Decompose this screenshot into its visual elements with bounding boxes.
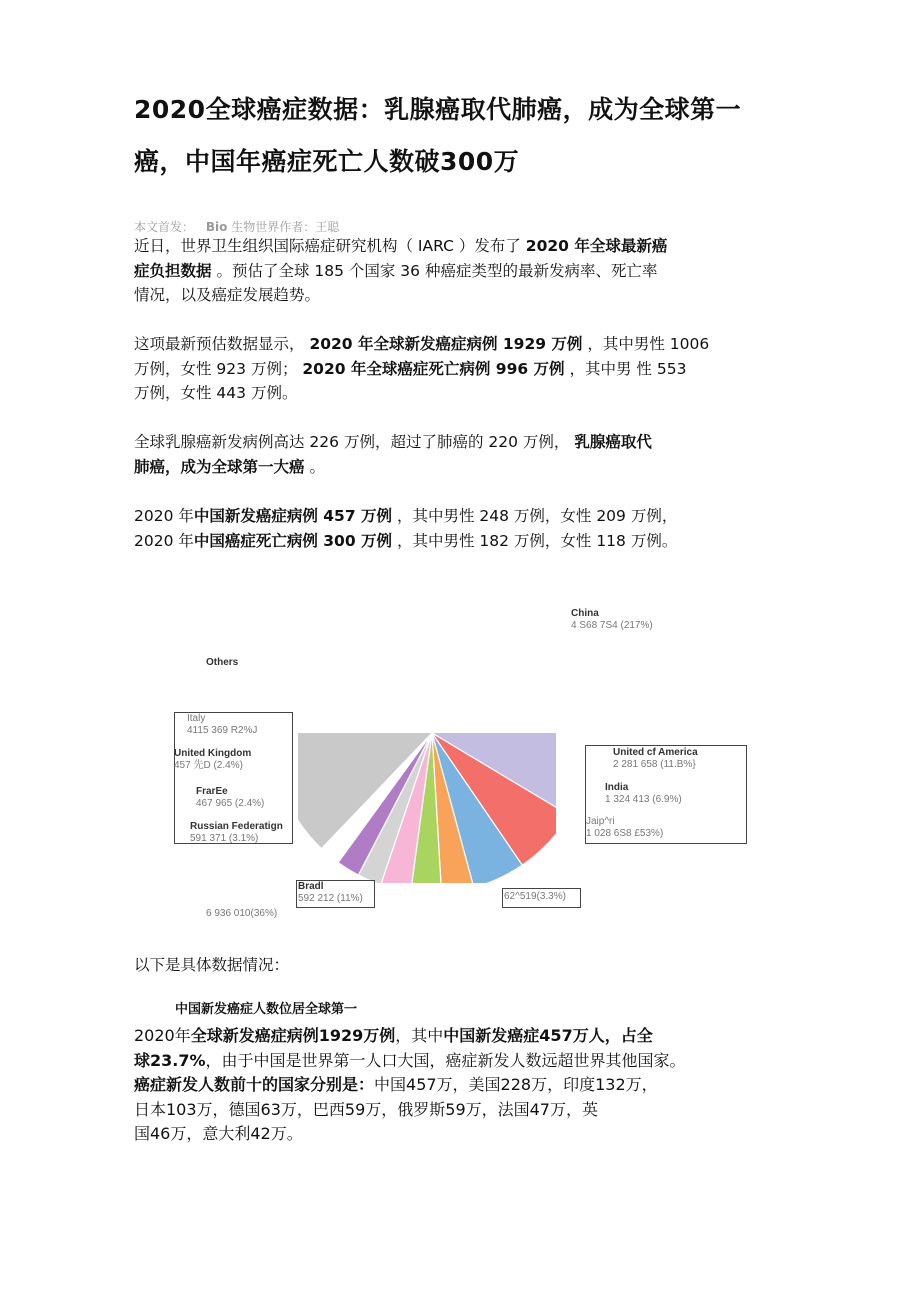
p4-text: 2020 年 (134, 507, 194, 525)
slice-value: 467 965 (2.4%) (196, 798, 265, 809)
p4-text: ，其中男性 182 万例，女性 118 万例。 (392, 531, 678, 550)
slice-label: Italy (187, 713, 206, 724)
slice-value: 62^519(3.3%) (504, 891, 566, 902)
p5-highlight: 癌症新发人数前十的国家分别是： (134, 1075, 375, 1094)
slice-value: 1 324 413 (6.9%) (605, 794, 682, 805)
p2-text: 这项最新预估数据显示， (134, 335, 310, 353)
p5-text: ，由于中国是世界第一人口大国，癌症新发人数远超世界其他国家。 (205, 1050, 686, 1070)
chart-label-brazil (298, 881, 363, 905)
p5-text: 2020年 (134, 1026, 191, 1045)
p3-highlight: 乳腺癌取代 (574, 433, 652, 451)
slice-value: 4115 369 R2%J (187, 725, 258, 736)
p4-text: ，其中男性 248 万例，女性 209 万例， (392, 507, 678, 525)
p5-text: ，其中 (395, 1026, 444, 1045)
slice-label: United Kingdom (174, 748, 252, 759)
chart-label-uk (174, 748, 251, 772)
p5-text: 国46万，意大利42万。 (134, 1124, 303, 1143)
p1-text: 情况，以及癌症发展趋势。 (134, 286, 321, 304)
meta-source-prefix: 本文首发： (134, 220, 195, 234)
p2-text: ，其中男性 1006 (582, 335, 710, 353)
p4-highlight: 中国新发癌症病例 457 万例 (193, 507, 393, 525)
p3-text: 。 (304, 457, 325, 476)
slice-value: 592 212 (11%) (298, 893, 363, 904)
p5-highlight: 球23.7% (134, 1050, 206, 1070)
p1-highlight: 症负担数据 (134, 261, 212, 280)
chart-label-others-value (206, 908, 277, 920)
slice-label: China (571, 608, 599, 619)
p3-text: 全球乳腺癌新发病例高达 226 万例，超过了肺癌的 220 万例， (134, 433, 575, 451)
chart-label-russia (190, 821, 283, 845)
slice-label: FrarEe (196, 786, 228, 797)
chart-label-others (206, 657, 238, 669)
slice-value: 457 先D (2.4%) (174, 760, 243, 771)
slice-value: 4 S68 7S4 (217%) (571, 620, 653, 631)
slice-label: Others (206, 657, 239, 668)
pie-slice-china (413, 573, 589, 733)
p5-highlight: 中国新发癌症457万人，占全 (443, 1026, 653, 1045)
p1-text: 。预估了全球 185 个国家 36 种癌症类型的最新发病率、死亡率 (211, 261, 658, 280)
p4-highlight: 中国癌症死亡病例 300 万例 (193, 531, 393, 550)
p2-highlight: 2020 年全球癌症死亡病例 996 万例 (302, 359, 565, 378)
slice-value: 2 281 658 (11.B%} (613, 759, 696, 770)
p4-text: 2020 年 (134, 531, 194, 550)
p2-text: ，其中男 性 553 (564, 359, 687, 378)
p2-text: 万例，女性 443 万例。 (134, 384, 298, 402)
p2-highlight: 2020 年全球新发癌症病例 1929 万例 (309, 335, 583, 353)
title-line-2: 癌，中国年癌症死亡人数破300万 (134, 147, 520, 176)
section-subheading: 中国新发癌症人数位居全球第一 (175, 1002, 358, 1017)
chart-label-italy (187, 713, 257, 737)
slice-label: India (605, 782, 629, 793)
chart-label-usa (613, 747, 698, 771)
slice-label: Bradl (298, 881, 324, 892)
p5-text: 中国457万，美国228万，印度132万， (374, 1075, 658, 1094)
p1-highlight: 2020 年全球最新癌 (525, 237, 668, 255)
chart-label-japan (586, 816, 663, 840)
meta-source-rest: 生物世界作者：王聪 (231, 220, 340, 234)
chart-label-slice-5 (504, 891, 566, 903)
pie-wedges (272, 573, 592, 893)
chart-label-india (605, 782, 682, 806)
title-line-1: 2020全球癌症数据：乳腺癌取代肺癌，成为全球第一 (134, 95, 742, 124)
chart-label-france (196, 786, 264, 810)
p5-highlight: 全球新发癌症病例1929万例 (190, 1026, 396, 1045)
p3-highlight: 肺癌，成为全球第一大癌 (134, 457, 305, 476)
slice-value: 1 028 6S8 £53%) (586, 828, 664, 839)
slice-value: 6 936 010(36%) (206, 908, 278, 919)
slice-label: Jaip^ri (586, 816, 615, 827)
p1-text: 近日，世界卫生组织国际癌症研究机构（ IARC ）发布了 (134, 237, 526, 255)
p5-text: 日本103万，德国63万，巴西59万，俄罗斯59万，法国47万，英 (134, 1099, 598, 1119)
slice-value: 591 371 (3.1%) (190, 833, 259, 844)
chart-label-china (571, 608, 653, 632)
paragraph-top-countries (134, 1024, 814, 1147)
slice-label: Russian Federatign (190, 821, 283, 832)
meta-source-brand: Bio (205, 220, 228, 234)
p2-text: 万例，女性 923 万例； (134, 359, 303, 378)
slice-label: United cf America (613, 747, 698, 758)
details-intro: 以下是具体数据情况： (134, 956, 290, 974)
